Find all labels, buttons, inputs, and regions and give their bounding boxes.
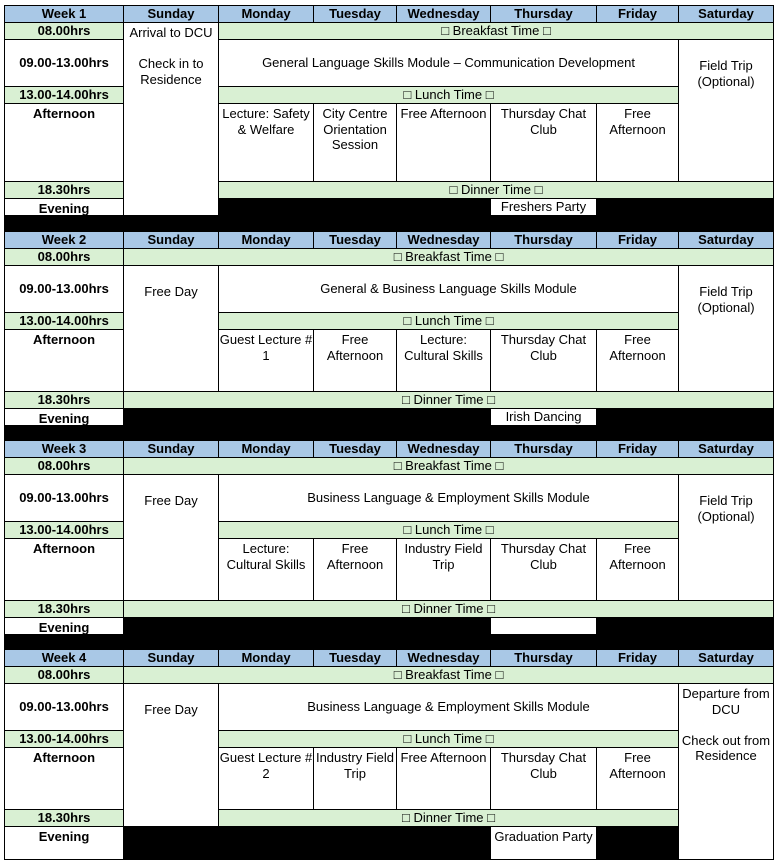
- week2-time-afternoon: [4, 329, 124, 392]
- week3-sunday-cell: [123, 474, 219, 601]
- week4-time-dinner: [4, 809, 124, 827]
- week3-time-breakfast: [4, 457, 124, 475]
- week1-afternoon-friday: [596, 103, 679, 182]
- week4-evening-thursday-text: Graduation Party: [494, 829, 593, 844]
- week1-afternoon-wednesday-text: Free Afternoon: [400, 106, 487, 121]
- week3-day-monday: [218, 440, 314, 458]
- week2-afternoon-wednesday-text: Lecture: Cultural Skills: [404, 332, 483, 363]
- week1-time-morning-text: 09.00-13.00hrs: [19, 55, 109, 71]
- week2-day-thursday-text: Thursday: [514, 232, 573, 248]
- week3-day-friday: [596, 440, 679, 458]
- week3-evening-friday: [596, 617, 679, 635]
- week3-day-monday-text: Monday: [241, 441, 291, 457]
- week3-breakfast-meal-text: □ Breakfast Time □: [393, 458, 504, 474]
- week2-afternoon-thursday: [490, 329, 597, 392]
- week4-day-sunday: [123, 649, 219, 667]
- week3-afternoon-friday-text: Free Afternoon: [609, 541, 666, 572]
- week4-afternoon-friday: [596, 747, 679, 810]
- week3-module-text: Business Language & Employment Skills Module: [307, 490, 590, 506]
- week2-day-friday: [596, 231, 679, 249]
- week4-day-monday-text: Monday: [241, 650, 291, 666]
- week2-day-tuesday-text: Tuesday: [329, 232, 381, 248]
- week3-saturday-cell-text: Field Trip (Optional): [697, 493, 755, 524]
- week4-afternoon-tuesday: [313, 747, 397, 810]
- week3-evening-wednesday: [396, 617, 491, 635]
- week2-day-friday-text: Friday: [617, 232, 657, 248]
- week3-afternoon-tuesday: [313, 538, 397, 601]
- week4-saturday-cell: [678, 683, 774, 860]
- week2-day-wednesday-text: Wednesday: [407, 232, 480, 248]
- week3-afternoon-friday: [596, 538, 679, 601]
- week1-afternoon-friday-text: Free Afternoon: [609, 106, 666, 137]
- week3-dinner-meal: [123, 600, 774, 618]
- week4-afternoon-monday-text: Guest Lecture # 2: [219, 750, 313, 781]
- week4-afternoon-tuesday-text: Industry Field Trip: [315, 750, 395, 781]
- week4-afternoon-monday: [218, 747, 314, 810]
- week1-saturday-cell: [678, 39, 774, 182]
- week3-evening-sunday: [123, 617, 219, 635]
- week4-sunday-cell: [123, 683, 219, 827]
- week2-day-saturday-text: Saturday: [698, 232, 754, 248]
- week3-evening-tuesday: [313, 617, 397, 635]
- week3-evening-thursday: [490, 617, 597, 635]
- week4-module: [218, 683, 679, 731]
- week3-afternoon-thursday-text: Thursday Chat Club: [500, 541, 587, 572]
- week2-time-breakfast: [4, 248, 124, 266]
- week2-day-wednesday: [396, 231, 491, 249]
- week2-afternoon-monday-text: Guest Lecture # 1: [219, 332, 313, 363]
- week3-day-friday-text: Friday: [617, 441, 657, 457]
- week1-module-text: General Language Skills Module – Communication Development: [262, 55, 635, 71]
- week4-afternoon-wednesday-text: Free Afternoon: [400, 750, 487, 765]
- week3-day-thursday-text: Thursday: [514, 441, 573, 457]
- week3-lunch-meal-text: □ Lunch Time □: [403, 522, 494, 538]
- week2-evening-wednesday: [396, 408, 491, 426]
- week4-evening-thursday: [490, 826, 597, 860]
- week4-lunch-meal-text: □ Lunch Time □: [403, 731, 494, 747]
- week4-day-tuesday-text: Tuesday: [329, 650, 381, 666]
- week2-breakfast-meal: [123, 248, 774, 266]
- week4-afternoon-friday-text: Free Afternoon: [609, 750, 666, 781]
- week2-module-text: General & Business Language Skills Module: [320, 281, 577, 297]
- week2-time-dinner-text: 18.30hrs: [37, 392, 91, 408]
- week4-afternoon-wednesday: [396, 747, 491, 810]
- week3-day-sunday-text: Sunday: [147, 441, 195, 457]
- week4-time-afternoon-text: Afternoon: [32, 750, 96, 765]
- week1-time-lunch-text: 13.00-14.00hrs: [19, 87, 109, 103]
- week4-evening-tuesday: [313, 826, 397, 860]
- week4-evening-friday: [596, 826, 679, 860]
- week3-time-evening-text: Evening: [38, 620, 90, 635]
- week4-label: [4, 649, 124, 667]
- week1-time-breakfast: [4, 22, 124, 40]
- week1-day-wednesday-text: Wednesday: [407, 6, 480, 22]
- week2-time-evening: [4, 408, 124, 426]
- week2-day-tuesday: [313, 231, 397, 249]
- week2-afternoon-friday: [596, 329, 679, 392]
- week4-lunch-meal: [218, 730, 679, 748]
- week2-label: [4, 231, 124, 249]
- week3-afternoon-monday: [218, 538, 314, 601]
- week1-time-evening: [4, 198, 124, 216]
- week1-day-wednesday: [396, 5, 491, 23]
- week3-evening-monday: [218, 617, 314, 635]
- week1-evening-friday: [596, 198, 679, 216]
- week4-time-lunch-text: 13.00-14.00hrs: [19, 731, 109, 747]
- week1-breakfast-meal-text: □ Breakfast Time □: [441, 23, 551, 39]
- week1-afternoon-wednesday: [396, 103, 491, 182]
- week1-lunch-meal: [218, 86, 679, 104]
- week2-breakfast-meal-text: □ Breakfast Time □: [393, 249, 504, 265]
- week3-day-saturday: [678, 440, 774, 458]
- week4-module-text: Business Language & Employment Skills Module: [307, 699, 590, 715]
- week2-evening-friday: [596, 408, 679, 426]
- week3-breakfast-meal: [123, 457, 774, 475]
- week2-dinner-meal-text: □ Dinner Time □: [401, 392, 495, 408]
- week3-dinner-meal-text: □ Dinner Time □: [401, 601, 495, 617]
- week4-day-saturday: [678, 649, 774, 667]
- week4-day-wednesday: [396, 649, 491, 667]
- week1-dinner-meal: [218, 181, 774, 199]
- week2-time-lunch: [4, 312, 124, 330]
- week2-day-sunday: [123, 231, 219, 249]
- week4-day-tuesday: [313, 649, 397, 667]
- week1-day-friday: [596, 5, 679, 23]
- week1-sunday-cell: [123, 22, 219, 216]
- week3-evening-saturday: [678, 617, 774, 635]
- week2-lunch-meal: [218, 312, 679, 330]
- week1-day-saturday-text: Saturday: [698, 6, 754, 22]
- week2-afternoon-friday-text: Free Afternoon: [609, 332, 666, 363]
- week3-time-dinner-text: 18.30hrs: [37, 601, 91, 617]
- week3-time-evening: [4, 617, 124, 635]
- week1-day-friday-text: Friday: [617, 6, 657, 22]
- week2-afternoon-wednesday: [396, 329, 491, 392]
- week2-evening-monday: [218, 408, 314, 426]
- week2-saturday-cell: [678, 265, 774, 392]
- week2-time-evening-text: Evening: [38, 411, 90, 426]
- week1-day-sunday: [123, 5, 219, 23]
- week3-day-sunday: [123, 440, 219, 458]
- week4-day-wednesday-text: Wednesday: [407, 650, 480, 666]
- week1-time-dinner-text: 18.30hrs: [37, 182, 91, 198]
- week4-time-lunch: [4, 730, 124, 748]
- week1-day-tuesday: [313, 5, 397, 23]
- week2-evening-thursday-text: Irish Dancing: [505, 409, 582, 425]
- week1-time-dinner: [4, 181, 124, 199]
- week2-time-dinner: [4, 391, 124, 409]
- week4-dinner-meal: [218, 809, 679, 827]
- week3-time-lunch-text: 13.00-14.00hrs: [19, 522, 109, 538]
- week3-time-morning: [4, 474, 124, 522]
- week3-afternoon-wednesday: [396, 538, 491, 601]
- week4-time-evening-text: Evening: [38, 829, 90, 844]
- week1-afternoon-monday-text: Lecture: Safety & Welfare: [222, 106, 310, 137]
- week4-afternoon-thursday: [490, 747, 597, 810]
- week2-label-text: Week 2: [41, 232, 87, 248]
- week1-afternoon-thursday: [490, 103, 597, 182]
- week2-time-breakfast-text: 08.00hrs: [37, 249, 91, 265]
- week1-label-text: Week 1: [41, 6, 87, 22]
- week2-evening-tuesday: [313, 408, 397, 426]
- week2-day-thursday: [490, 231, 597, 249]
- week2-day-saturday: [678, 231, 774, 249]
- week3-day-thursday: [490, 440, 597, 458]
- week4-time-morning-text: 09.00-13.00hrs: [19, 699, 109, 715]
- week3-module: [218, 474, 679, 522]
- week3-day-tuesday: [313, 440, 397, 458]
- week3-afternoon-wednesday-text: Industry Field Trip: [404, 541, 483, 572]
- week4-day-friday: [596, 649, 679, 667]
- week3-day-saturday-text: Saturday: [698, 441, 754, 457]
- week3-time-lunch: [4, 521, 124, 539]
- week2-day-monday: [218, 231, 314, 249]
- week1-saturday-cell-text: Field Trip (Optional): [697, 58, 755, 89]
- week4-time-afternoon: [4, 747, 124, 810]
- week1-time-afternoon: [4, 103, 124, 182]
- week2-afternoon-thursday-text: Thursday Chat Club: [500, 332, 587, 363]
- week2-module: [218, 265, 679, 313]
- week4-label-text: Week 4: [41, 650, 87, 666]
- week1-day-tuesday-text: Tuesday: [329, 6, 381, 22]
- week1-dinner-meal-text: □ Dinner Time □: [449, 182, 543, 198]
- week2-day-sunday-text: Sunday: [147, 232, 195, 248]
- week1-time-morning: [4, 39, 124, 87]
- week2-dinner-meal: [123, 391, 774, 409]
- week1-label: [4, 5, 124, 23]
- week4-saturday-cell-text: Departure from DCU Check out from Residence: [681, 686, 771, 763]
- week4-time-breakfast-text: 08.00hrs: [37, 667, 91, 683]
- week3-afternoon-tuesday-text: Free Afternoon: [326, 541, 384, 572]
- week1-module: [218, 39, 679, 87]
- week1-evening-saturday: [678, 198, 774, 216]
- week4-evening-wednesday: [396, 826, 491, 860]
- week4-day-thursday-text: Thursday: [514, 650, 573, 666]
- week3-afternoon-monday-text: Lecture: Cultural Skills: [226, 541, 306, 572]
- week3-day-wednesday: [396, 440, 491, 458]
- week1-time-breakfast-text: 08.00hrs: [37, 23, 91, 39]
- week1-sunday-cell-text: Arrival to DCU Check in to Residence: [129, 25, 213, 87]
- week2-time-morning: [4, 265, 124, 313]
- week2-time-lunch-text: 13.00-14.00hrs: [19, 313, 109, 329]
- week2-time-morning-text: 09.00-13.00hrs: [19, 281, 109, 297]
- week3-day-wednesday-text: Wednesday: [407, 441, 480, 457]
- week4-day-thursday: [490, 649, 597, 667]
- week1-day-monday-text: Monday: [241, 6, 291, 22]
- week3-sunday-cell-text: Free Day: [144, 493, 198, 508]
- week4-time-morning: [4, 683, 124, 731]
- week2-evening-thursday: [490, 408, 597, 426]
- week4-time-breakfast: [4, 666, 124, 684]
- week3-label-text: Week 3: [41, 441, 87, 457]
- week3-label: [4, 440, 124, 458]
- week1-evening-monday: [218, 198, 314, 216]
- week2-evening-saturday: [678, 408, 774, 426]
- week2-sunday-cell-text: Free Day: [144, 284, 198, 299]
- week4-evening-monday: [218, 826, 314, 860]
- week2-lunch-meal-text: □ Lunch Time □: [403, 313, 494, 329]
- week2-saturday-cell-text: Field Trip (Optional): [697, 284, 755, 315]
- week4-breakfast-meal-text: □ Breakfast Time □: [393, 667, 504, 683]
- week1-day-saturday: [678, 5, 774, 23]
- week1-day-sunday-text: Sunday: [147, 6, 195, 22]
- week4-time-evening: [4, 826, 124, 860]
- week1-afternoon-tuesday: [313, 103, 397, 182]
- week1-day-monday: [218, 5, 314, 23]
- week3-lunch-meal: [218, 521, 679, 539]
- week1-evening-thursday: [490, 198, 597, 216]
- week3-afternoon-thursday: [490, 538, 597, 601]
- week1-time-lunch: [4, 86, 124, 104]
- week2-afternoon-tuesday: [313, 329, 397, 392]
- week3-time-breakfast-text: 08.00hrs: [37, 458, 91, 474]
- week1-day-thursday: [490, 5, 597, 23]
- week1-afternoon-tuesday-text: City Centre Orientation Session: [322, 106, 388, 152]
- week2-sunday-cell: [123, 265, 219, 392]
- week4-evening-sunday: [123, 826, 219, 860]
- week2-afternoon-tuesday-text: Free Afternoon: [326, 332, 384, 363]
- week4-day-friday-text: Friday: [617, 650, 657, 666]
- week4-sunday-cell-text: Free Day: [144, 702, 198, 717]
- week3-time-dinner: [4, 600, 124, 618]
- week4-day-monday: [218, 649, 314, 667]
- week1-evening-thursday-text: Freshers Party: [500, 199, 587, 215]
- week3-time-afternoon-text: Afternoon: [32, 541, 96, 556]
- week4-time-dinner-text: 18.30hrs: [37, 810, 91, 826]
- week2-day-monday-text: Monday: [241, 232, 291, 248]
- week4-day-sunday-text: Sunday: [147, 650, 195, 666]
- week4-dinner-meal-text: □ Dinner Time □: [401, 810, 495, 826]
- week4-afternoon-thursday-text: Thursday Chat Club: [500, 750, 587, 781]
- week3-day-tuesday-text: Tuesday: [329, 441, 381, 457]
- week1-time-afternoon-text: Afternoon: [32, 106, 96, 121]
- week4-day-saturday-text: Saturday: [698, 650, 754, 666]
- week1-breakfast-meal: [218, 22, 774, 40]
- week1-evening-wednesday: [396, 198, 491, 216]
- week3-time-afternoon: [4, 538, 124, 601]
- week2-afternoon-monday: [218, 329, 314, 392]
- week1-afternoon-monday: [218, 103, 314, 182]
- week2-evening-sunday: [123, 408, 219, 426]
- week1-evening-tuesday: [313, 198, 397, 216]
- week3-time-morning-text: 09.00-13.00hrs: [19, 490, 109, 506]
- week1-lunch-meal-text: □ Lunch Time □: [403, 87, 494, 103]
- week4-breakfast-meal: [123, 666, 774, 684]
- week1-afternoon-thursday-text: Thursday Chat Club: [500, 106, 587, 137]
- week3-saturday-cell: [678, 474, 774, 601]
- week1-day-thursday-text: Thursday: [514, 6, 573, 22]
- weekly-schedule-table: [4, 5, 773, 859]
- week1-time-evening-text: Evening: [38, 201, 90, 216]
- week2-time-afternoon-text: Afternoon: [32, 332, 96, 347]
